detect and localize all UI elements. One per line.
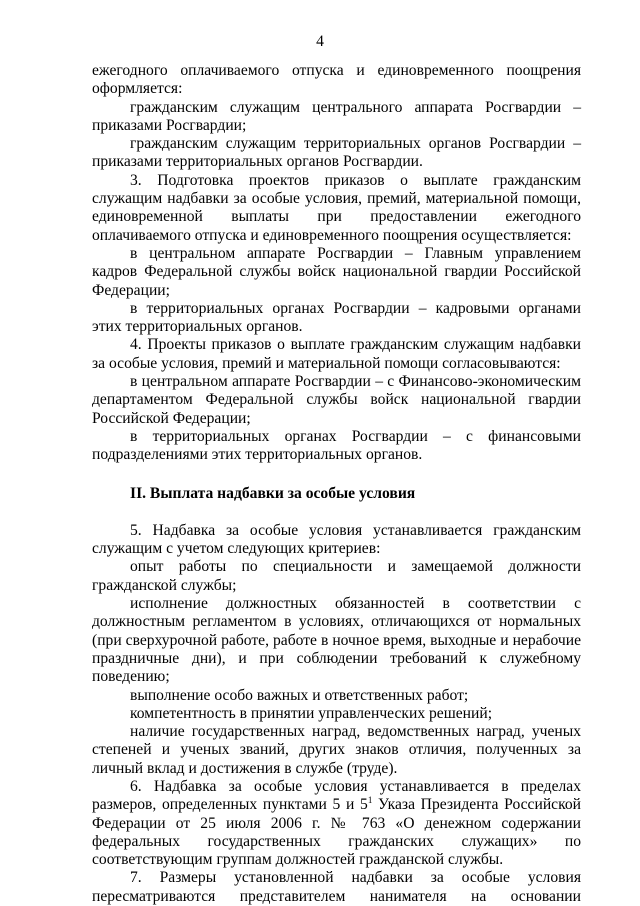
paragraph-top-6: в территориальных органах Росгвардии – кадровыми органами этих территориальных органов.	[92, 299, 581, 336]
paragraph-group-middle	[92, 522, 581, 778]
paragraph-top-0: ежегодного оплачиваемого отпуска и единовременного поощрения	[92, 62, 581, 79]
paragraph-mid-2: исполнение должностных обязанностей в соответствии с должностным регламентом в условиях, отличающихся от нормальных (при сверхурочной работе, работе в ночное время, выходные и нерабочие праздничные дни), и при соблюдении требований к служебному поведению;	[92, 595, 581, 686]
paragraph-top-5: в центральном аппарате Росгвардии – Главным управлением кадров Федеральной службы войск национальной гвардии Российской Федерации;	[92, 244, 581, 299]
paragraph-item-7: 7. Размеры установленной надбавки за особые условия пересматриваются представителем нанимателя на основании	[92, 869, 581, 905]
paragraph-top-1: оформляется:	[92, 80, 183, 98]
paragraph-group-top	[92, 62, 581, 465]
paragraph-top-3: гражданским служащим территориальных органов Росгвардии – приказами территориальных органов Росгвардии.	[92, 135, 581, 171]
page-number: 4	[316, 33, 324, 50]
paragraph-mid-5: наличие государственных наград, ведомственных наград, ученых степеней и ученых званий, других знаков отличия, полученных за личный вклад и достижения в службе (труде).	[92, 723, 581, 777]
section-heading: II. Выплата надбавки за особые условия	[130, 484, 416, 502]
paragraph-top-9: в территориальных органах Росгвардии – с финансовыми подразделениями этих территориальных органов.	[92, 427, 581, 464]
paragraph-top-7: 4. Проекты приказов о выплате гражданским служащим надбавки за особые условия, премий и материальной помощи согласовываются:	[92, 336, 581, 372]
paragraph-top-2: гражданским служащим центрального аппарата Росгвардии – приказами Росгвардии;	[92, 98, 581, 134]
paragraph-mid-0: 5. Надбавка за особые условия устанавливается гражданским служащим с учетом следующих критериев:	[92, 521, 581, 558]
paragraph-item-6: 6. Надбавка за особые условия устанавливается в пределах размеров, определенных пунктами 5 и $5^1$ Указа Президента Российской Федерации от 25 июля 2006 г. № 763 «О денежном содержании федеральных государственных гражданских служащих» по соответствующим группам должностей гражданской службы.	[92, 777, 582, 869]
footnote-superscript: 1	[367, 795, 373, 806]
paragraph-mid-1: опыт работы по специальности и замещаемой должности гражданской службы;	[92, 558, 581, 594]
document-body	[92, 62, 581, 906]
paragraph-mid-3: выполнение особо важных и ответственных работ;	[130, 686, 469, 704]
paragraph-top-8: в центральном аппарате Росгвардии – с Финансово-экономическим департаментом Федеральной службы войск национальной гвардии Российской Федерации;	[92, 373, 581, 427]
paragraph-mid-4: компетентность в принятии управленческих решений;	[130, 704, 493, 722]
paragraph-top-4: 3. Подготовка проектов приказов о выплате гражданским служащим надбавки за особые условия, премий, материальной помощи, единовременной выплаты при предоставлении ежегодного оплачиваемого отпуска и единовременного поощрения осуществляется:	[92, 171, 581, 244]
